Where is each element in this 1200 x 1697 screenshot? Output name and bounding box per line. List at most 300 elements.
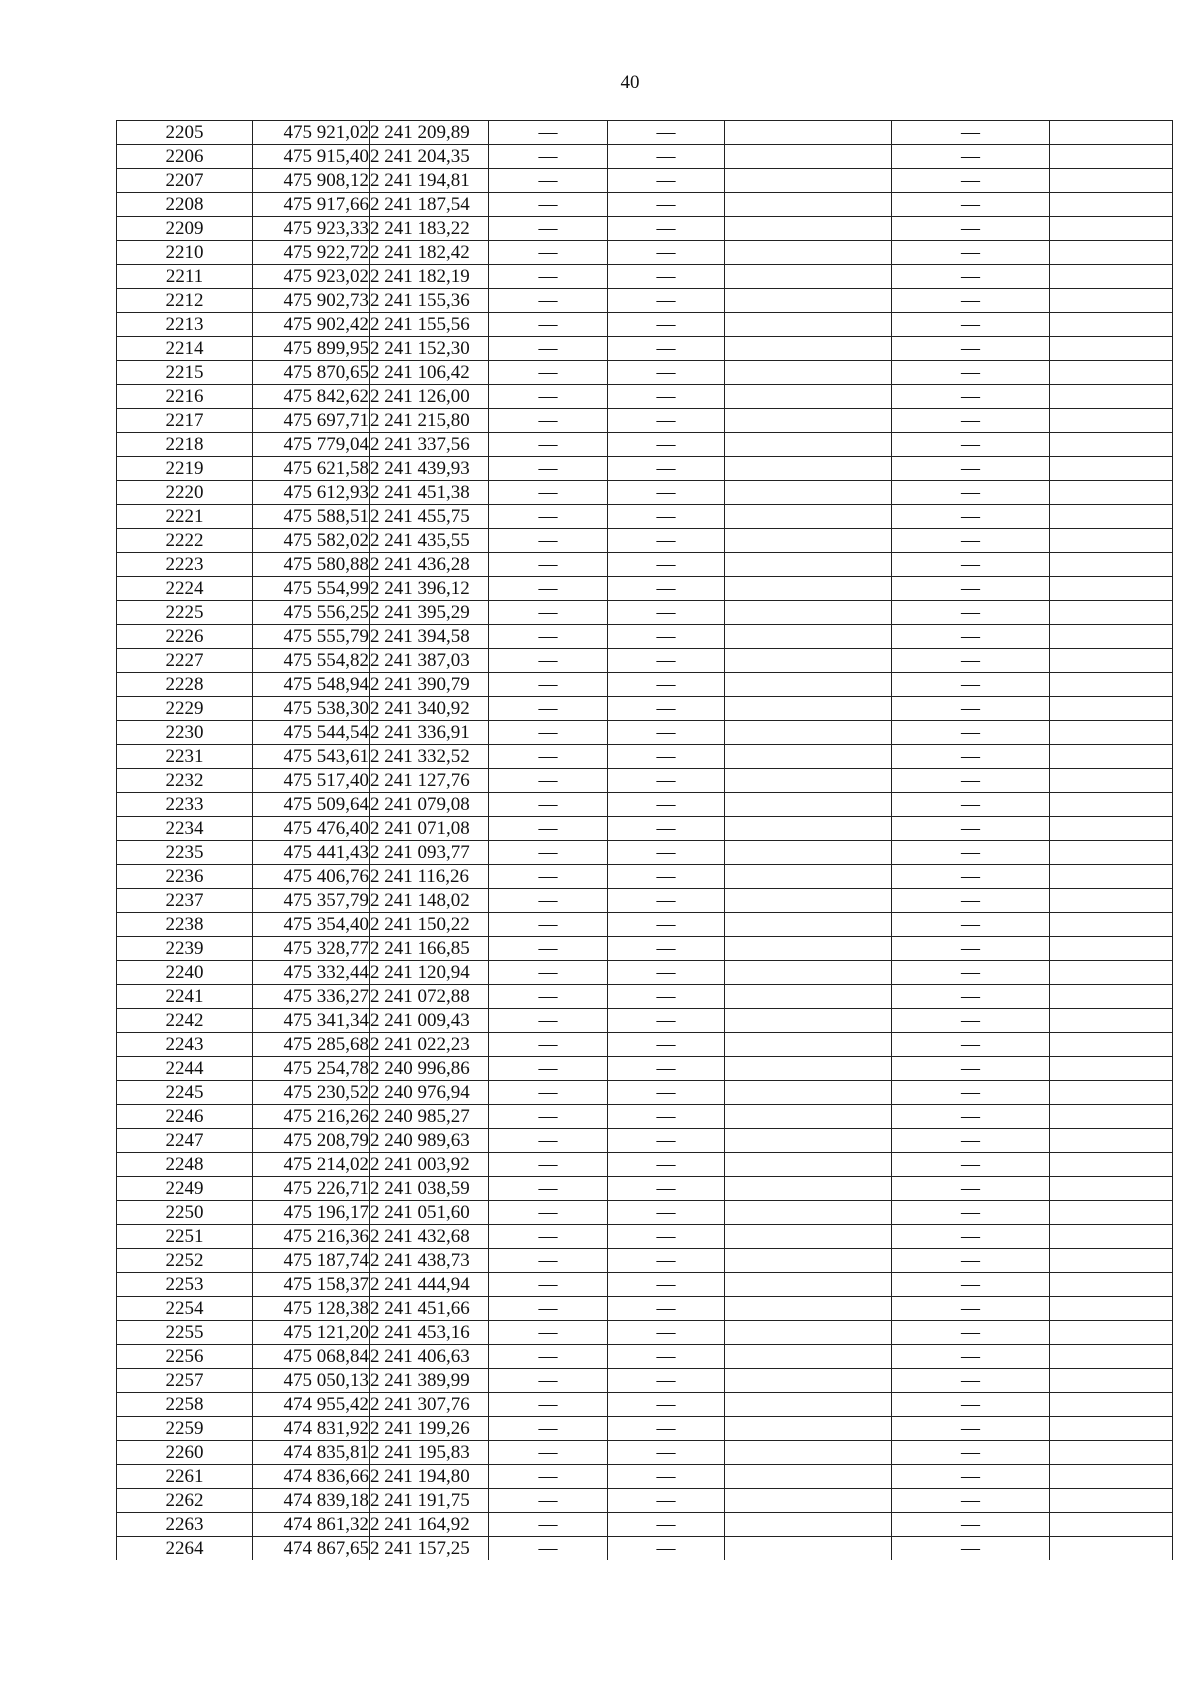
table-row (117, 553, 1173, 577)
dash-cell: — (892, 1321, 1050, 1345)
point-number-cell: 2254 (117, 1297, 253, 1321)
x-coordinate-cell: 475 917,66 (253, 193, 370, 217)
x-coordinate-cell: 474 831,92 (253, 1417, 370, 1441)
table-row (117, 673, 1173, 697)
dash-cell: — (608, 313, 725, 337)
dash-cell: — (489, 1057, 608, 1081)
dash-cell: — (489, 145, 608, 169)
dash-cell: — (489, 1417, 608, 1441)
empty-cell (725, 1441, 892, 1465)
table-row (117, 529, 1173, 553)
empty-cell (725, 841, 892, 865)
table-row (117, 1273, 1173, 1297)
dash-cell: — (489, 457, 608, 481)
table-row (117, 505, 1173, 529)
y-coordinate-cell: 2 241 332,52 (370, 745, 489, 769)
dash-cell: — (608, 1417, 725, 1441)
coordinates-table-body (117, 121, 1173, 1561)
y-coordinate-cell: 2 241 432,68 (370, 1225, 489, 1249)
dash-cell: — (608, 1129, 725, 1153)
x-coordinate-cell: 475 922,72 (253, 241, 370, 265)
empty-cell (1050, 1057, 1173, 1081)
table-row (117, 1417, 1173, 1441)
table-row (117, 697, 1173, 721)
point-number-cell: 2228 (117, 673, 253, 697)
dash-cell: — (608, 121, 725, 145)
dash-cell: — (489, 121, 608, 145)
empty-cell (725, 1393, 892, 1417)
table-row (117, 985, 1173, 1009)
dash-cell: — (608, 889, 725, 913)
table-row (117, 385, 1173, 409)
empty-cell (725, 1297, 892, 1321)
table-row (117, 1177, 1173, 1201)
dash-cell: — (892, 337, 1050, 361)
dash-cell: — (608, 169, 725, 193)
dash-cell: — (489, 385, 608, 409)
dash-cell: — (892, 865, 1050, 889)
empty-cell (725, 1081, 892, 1105)
y-coordinate-cell: 2 241 148,02 (370, 889, 489, 913)
empty-cell (1050, 1129, 1173, 1153)
empty-cell (725, 1033, 892, 1057)
table-row (117, 601, 1173, 625)
empty-cell (1050, 793, 1173, 817)
dash-cell: — (489, 1201, 608, 1225)
empty-cell (725, 913, 892, 937)
table-row (117, 745, 1173, 769)
dash-cell: — (489, 961, 608, 985)
x-coordinate-cell: 475 196,17 (253, 1201, 370, 1225)
x-coordinate-cell: 475 582,02 (253, 529, 370, 553)
y-coordinate-cell: 2 241 435,55 (370, 529, 489, 553)
y-coordinate-cell: 2 241 438,73 (370, 1249, 489, 1273)
dash-cell: — (892, 1537, 1050, 1561)
empty-cell (725, 217, 892, 241)
dash-cell: — (608, 769, 725, 793)
point-number-cell: 2245 (117, 1081, 253, 1105)
empty-cell (1050, 529, 1173, 553)
dash-cell: — (489, 1537, 608, 1561)
y-coordinate-cell: 2 241 071,08 (370, 817, 489, 841)
dash-cell: — (489, 745, 608, 769)
x-coordinate-cell: 475 842,62 (253, 385, 370, 409)
x-coordinate-cell: 475 285,68 (253, 1033, 370, 1057)
empty-cell (1050, 913, 1173, 937)
dash-cell: — (489, 409, 608, 433)
x-coordinate-cell: 475 354,40 (253, 913, 370, 937)
point-number-cell: 2219 (117, 457, 253, 481)
dash-cell: — (892, 1273, 1050, 1297)
dash-cell: — (489, 241, 608, 265)
empty-cell (725, 1057, 892, 1081)
point-number-cell: 2231 (117, 745, 253, 769)
point-number-cell: 2237 (117, 889, 253, 913)
dash-cell: — (608, 1273, 725, 1297)
x-coordinate-cell: 475 214,02 (253, 1153, 370, 1177)
point-number-cell: 2223 (117, 553, 253, 577)
empty-cell (725, 937, 892, 961)
dash-cell: — (892, 385, 1050, 409)
dash-cell: — (892, 169, 1050, 193)
empty-cell (1050, 265, 1173, 289)
point-number-cell: 2224 (117, 577, 253, 601)
dash-cell: — (489, 529, 608, 553)
dash-cell: — (892, 577, 1050, 601)
x-coordinate-cell: 475 158,37 (253, 1273, 370, 1297)
empty-cell (725, 433, 892, 457)
table-row (117, 289, 1173, 313)
dash-cell: — (489, 553, 608, 577)
table-row (117, 769, 1173, 793)
empty-cell (725, 1321, 892, 1345)
y-coordinate-cell: 2 241 191,75 (370, 1489, 489, 1513)
empty-cell (1050, 1225, 1173, 1249)
empty-cell (725, 889, 892, 913)
point-number-cell: 2205 (117, 121, 253, 145)
point-number-cell: 2212 (117, 289, 253, 313)
y-coordinate-cell: 2 241 187,54 (370, 193, 489, 217)
y-coordinate-cell: 2 241 439,93 (370, 457, 489, 481)
point-number-cell: 2253 (117, 1273, 253, 1297)
empty-cell (1050, 1105, 1173, 1129)
empty-cell (1050, 1345, 1173, 1369)
empty-cell (1050, 241, 1173, 265)
dash-cell: — (489, 265, 608, 289)
empty-cell (1050, 769, 1173, 793)
empty-cell (1050, 889, 1173, 913)
dash-cell: — (892, 241, 1050, 265)
point-number-cell: 2229 (117, 697, 253, 721)
empty-cell (725, 577, 892, 601)
x-coordinate-cell: 475 050,13 (253, 1369, 370, 1393)
y-coordinate-cell: 2 241 116,26 (370, 865, 489, 889)
y-coordinate-cell: 2 241 396,12 (370, 577, 489, 601)
table-row (117, 1465, 1173, 1489)
y-coordinate-cell: 2 241 387,03 (370, 649, 489, 673)
y-coordinate-cell: 2 241 395,29 (370, 601, 489, 625)
y-coordinate-cell: 2 241 340,92 (370, 697, 489, 721)
table-row (117, 1489, 1173, 1513)
table-row (117, 937, 1173, 961)
dash-cell: — (489, 1465, 608, 1489)
dash-cell: — (892, 481, 1050, 505)
y-coordinate-cell: 2 241 406,63 (370, 1345, 489, 1369)
point-number-cell: 2233 (117, 793, 253, 817)
empty-cell (1050, 1393, 1173, 1417)
y-coordinate-cell: 2 241 453,16 (370, 1321, 489, 1345)
table-row (117, 1081, 1173, 1105)
empty-cell (1050, 289, 1173, 313)
x-coordinate-cell: 475 441,43 (253, 841, 370, 865)
dash-cell: — (892, 1489, 1050, 1513)
dash-cell: — (608, 1513, 725, 1537)
y-coordinate-cell: 2 241 337,56 (370, 433, 489, 457)
dash-cell: — (489, 1321, 608, 1345)
dash-cell: — (892, 457, 1050, 481)
y-coordinate-cell: 2 241 106,42 (370, 361, 489, 385)
dash-cell: — (892, 1513, 1050, 1537)
dash-cell: — (608, 649, 725, 673)
dash-cell: — (892, 553, 1050, 577)
point-number-cell: 2217 (117, 409, 253, 433)
dash-cell: — (892, 313, 1050, 337)
point-number-cell: 2220 (117, 481, 253, 505)
table-row (117, 961, 1173, 985)
dash-cell: — (608, 481, 725, 505)
y-coordinate-cell: 2 241 394,58 (370, 625, 489, 649)
y-coordinate-cell: 2 241 444,94 (370, 1273, 489, 1297)
empty-cell (725, 769, 892, 793)
x-coordinate-cell: 475 899,95 (253, 337, 370, 361)
empty-cell (725, 1489, 892, 1513)
empty-cell (1050, 121, 1173, 145)
y-coordinate-cell: 2 241 204,35 (370, 145, 489, 169)
coordinates-table (116, 120, 1173, 1560)
dash-cell: — (892, 1105, 1050, 1129)
dash-cell: — (489, 841, 608, 865)
y-coordinate-cell: 2 240 985,27 (370, 1105, 489, 1129)
dash-cell: — (892, 1465, 1050, 1489)
dash-cell: — (608, 1057, 725, 1081)
dash-cell: — (892, 817, 1050, 841)
y-coordinate-cell: 2 241 436,28 (370, 553, 489, 577)
table-row (117, 241, 1173, 265)
point-number-cell: 2244 (117, 1057, 253, 1081)
empty-cell (1050, 1369, 1173, 1393)
point-number-cell: 2258 (117, 1393, 253, 1417)
empty-cell (725, 985, 892, 1009)
empty-cell (1050, 1489, 1173, 1513)
empty-cell (725, 1201, 892, 1225)
x-coordinate-cell: 474 867,65 (253, 1537, 370, 1561)
empty-cell (725, 649, 892, 673)
dash-cell: — (608, 1321, 725, 1345)
y-coordinate-cell: 2 241 164,92 (370, 1513, 489, 1537)
table-row (117, 313, 1173, 337)
point-number-cell: 2250 (117, 1201, 253, 1225)
y-coordinate-cell: 2 241 307,76 (370, 1393, 489, 1417)
y-coordinate-cell: 2 241 215,80 (370, 409, 489, 433)
x-coordinate-cell: 475 588,51 (253, 505, 370, 529)
point-number-cell: 2210 (117, 241, 253, 265)
dash-cell: — (489, 1009, 608, 1033)
table-row (117, 1393, 1173, 1417)
dash-cell: — (892, 745, 1050, 769)
y-coordinate-cell: 2 241 455,75 (370, 505, 489, 529)
y-coordinate-cell: 2 241 390,79 (370, 673, 489, 697)
dash-cell: — (892, 1417, 1050, 1441)
empty-cell (1050, 1297, 1173, 1321)
empty-cell (1050, 721, 1173, 745)
dash-cell: — (489, 1153, 608, 1177)
table-row (117, 793, 1173, 817)
dash-cell: — (892, 625, 1050, 649)
empty-cell (725, 193, 892, 217)
dash-cell: — (608, 865, 725, 889)
table-row (117, 721, 1173, 745)
dash-cell: — (489, 1393, 608, 1417)
dash-cell: — (489, 985, 608, 1009)
dash-cell: — (489, 769, 608, 793)
empty-cell (1050, 457, 1173, 481)
dash-cell: — (489, 913, 608, 937)
empty-cell (725, 409, 892, 433)
table-row (117, 433, 1173, 457)
dash-cell: — (608, 1489, 725, 1513)
x-coordinate-cell: 475 697,71 (253, 409, 370, 433)
empty-cell (1050, 169, 1173, 193)
dash-cell: — (892, 1249, 1050, 1273)
empty-cell (725, 961, 892, 985)
dash-cell: — (608, 1153, 725, 1177)
empty-cell (725, 697, 892, 721)
table-row (117, 1105, 1173, 1129)
dash-cell: — (892, 1393, 1050, 1417)
empty-cell (1050, 937, 1173, 961)
x-coordinate-cell: 475 406,76 (253, 865, 370, 889)
dash-cell: — (608, 913, 725, 937)
x-coordinate-cell: 475 357,79 (253, 889, 370, 913)
empty-cell (1050, 673, 1173, 697)
point-number-cell: 2241 (117, 985, 253, 1009)
dash-cell: — (489, 673, 608, 697)
dash-cell: — (892, 649, 1050, 673)
empty-cell (725, 385, 892, 409)
dash-cell: — (608, 289, 725, 313)
dash-cell: — (608, 937, 725, 961)
empty-cell (1050, 1441, 1173, 1465)
dash-cell: — (489, 1081, 608, 1105)
dash-cell: — (489, 361, 608, 385)
empty-cell (1050, 481, 1173, 505)
x-coordinate-cell: 475 476,40 (253, 817, 370, 841)
y-coordinate-cell: 2 241 336,91 (370, 721, 489, 745)
table-row (117, 1129, 1173, 1153)
empty-cell (725, 1369, 892, 1393)
dash-cell: — (892, 697, 1050, 721)
y-coordinate-cell: 2 240 976,94 (370, 1081, 489, 1105)
empty-cell (1050, 1513, 1173, 1537)
empty-cell (725, 865, 892, 889)
x-coordinate-cell: 475 121,20 (253, 1321, 370, 1345)
dash-cell: — (608, 841, 725, 865)
dash-cell: — (608, 1105, 725, 1129)
dash-cell: — (608, 337, 725, 361)
empty-cell (1050, 193, 1173, 217)
dash-cell: — (892, 1177, 1050, 1201)
empty-cell (725, 241, 892, 265)
point-number-cell: 2242 (117, 1009, 253, 1033)
x-coordinate-cell: 475 921,02 (253, 121, 370, 145)
dash-cell: — (489, 1345, 608, 1369)
dash-cell: — (892, 1441, 1050, 1465)
dash-cell: — (608, 577, 725, 601)
dash-cell: — (489, 625, 608, 649)
dash-cell: — (892, 673, 1050, 697)
dash-cell: — (489, 337, 608, 361)
empty-cell (1050, 1465, 1173, 1489)
dash-cell: — (489, 1297, 608, 1321)
empty-cell (1050, 1081, 1173, 1105)
point-number-cell: 2209 (117, 217, 253, 241)
dash-cell: — (892, 289, 1050, 313)
empty-cell (1050, 409, 1173, 433)
empty-cell (725, 361, 892, 385)
point-number-cell: 2216 (117, 385, 253, 409)
y-coordinate-cell: 2 241 150,22 (370, 913, 489, 937)
dash-cell: — (892, 1225, 1050, 1249)
empty-cell (725, 745, 892, 769)
dash-cell: — (489, 1033, 608, 1057)
empty-cell (1050, 985, 1173, 1009)
empty-cell (725, 721, 892, 745)
empty-cell (1050, 961, 1173, 985)
empty-cell (1050, 505, 1173, 529)
empty-cell (725, 1129, 892, 1153)
table-row (117, 457, 1173, 481)
empty-cell (725, 673, 892, 697)
table-row (117, 1537, 1173, 1561)
y-coordinate-cell: 2 241 051,60 (370, 1201, 489, 1225)
dash-cell: — (489, 169, 608, 193)
point-number-cell: 2243 (117, 1033, 253, 1057)
y-coordinate-cell: 2 240 989,63 (370, 1129, 489, 1153)
dash-cell: — (608, 265, 725, 289)
x-coordinate-cell: 475 621,58 (253, 457, 370, 481)
x-coordinate-cell: 474 839,18 (253, 1489, 370, 1513)
x-coordinate-cell: 475 254,78 (253, 1057, 370, 1081)
dash-cell: — (489, 577, 608, 601)
point-number-cell: 2236 (117, 865, 253, 889)
point-number-cell: 2264 (117, 1537, 253, 1561)
x-coordinate-cell: 475 328,77 (253, 937, 370, 961)
point-number-cell: 2215 (117, 361, 253, 385)
x-coordinate-cell: 475 216,36 (253, 1225, 370, 1249)
y-coordinate-cell: 2 241 451,38 (370, 481, 489, 505)
point-number-cell: 2208 (117, 193, 253, 217)
dash-cell: — (892, 1201, 1050, 1225)
table-row (117, 121, 1173, 145)
dash-cell: — (608, 361, 725, 385)
empty-cell (1050, 145, 1173, 169)
x-coordinate-cell: 475 554,99 (253, 577, 370, 601)
table-row (117, 1225, 1173, 1249)
x-coordinate-cell: 475 902,73 (253, 289, 370, 313)
x-coordinate-cell: 475 216,26 (253, 1105, 370, 1129)
dash-cell: — (892, 889, 1050, 913)
dash-cell: — (489, 817, 608, 841)
dash-cell: — (489, 217, 608, 241)
dash-cell: — (608, 793, 725, 817)
y-coordinate-cell: 2 241 120,94 (370, 961, 489, 985)
table-row (117, 481, 1173, 505)
empty-cell (1050, 1201, 1173, 1225)
point-number-cell: 2247 (117, 1129, 253, 1153)
point-number-cell: 2226 (117, 625, 253, 649)
empty-cell (1050, 313, 1173, 337)
x-coordinate-cell: 475 554,82 (253, 649, 370, 673)
x-coordinate-cell: 475 923,33 (253, 217, 370, 241)
x-coordinate-cell: 475 230,52 (253, 1081, 370, 1105)
table-row (117, 145, 1173, 169)
table-row (117, 169, 1173, 193)
dash-cell: — (608, 193, 725, 217)
empty-cell (1050, 217, 1173, 241)
dash-cell: — (608, 1345, 725, 1369)
table-row (117, 577, 1173, 601)
empty-cell (725, 1105, 892, 1129)
